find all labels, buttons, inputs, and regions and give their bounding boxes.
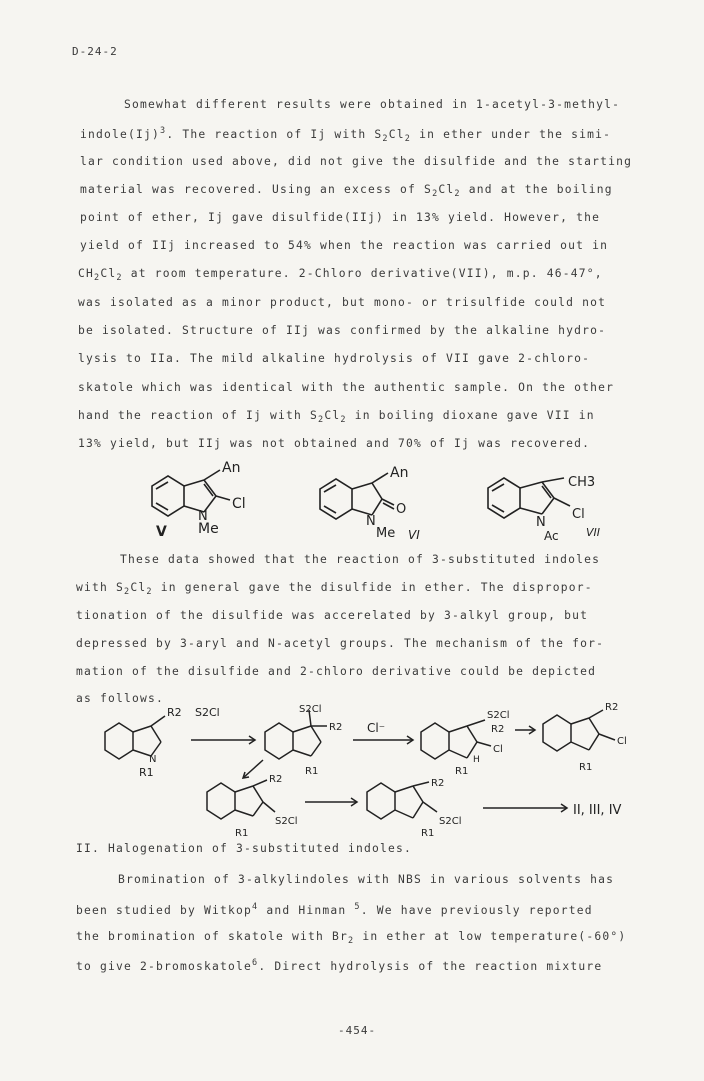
label: R2 bbox=[491, 724, 505, 735]
label: R2 bbox=[269, 774, 283, 785]
text-line: be isolated. Structure of IIj was confirmed by the alkaline hydro- bbox=[78, 324, 607, 337]
text-line: yield of IIj increased to 54% when the reaction was carried out in bbox=[80, 239, 609, 252]
label: Me bbox=[376, 526, 396, 541]
label: R2 bbox=[167, 706, 182, 719]
label: R2 bbox=[431, 778, 445, 789]
label: CH3 bbox=[568, 475, 596, 490]
structure-vi-drawing bbox=[310, 465, 440, 545]
label: Ac bbox=[544, 529, 559, 543]
label: N bbox=[198, 509, 208, 524]
label: N bbox=[536, 515, 546, 530]
text-line: $indole(Ij)^3$. The reaction of Ij with $S_2Cl_2$ in ether under the simi- bbox=[80, 126, 612, 144]
structure-v bbox=[140, 458, 270, 542]
label: R1 bbox=[305, 766, 319, 777]
label: S2Cl bbox=[299, 704, 322, 715]
mechanism-scheme bbox=[95, 702, 675, 846]
label: Cl bbox=[493, 744, 503, 755]
text-line: hand the reaction of Ij with $S_2Cl_2$ in boiling dioxane gave VII in bbox=[78, 409, 595, 425]
text-line: point of ether, Ij gave disulfide(IIj) in 13% yield. However, the bbox=[80, 211, 601, 224]
page-id: D-24-2 bbox=[72, 45, 118, 58]
structure-v-drawing bbox=[140, 458, 270, 538]
label: R2 bbox=[329, 722, 343, 733]
label: Cl bbox=[572, 507, 585, 522]
label: R1 bbox=[235, 828, 249, 839]
mechanism-scheme-drawing bbox=[95, 702, 675, 842]
text-line: with $S_2Cl_2$ in general gave the disulfide in ether. The dispropor- bbox=[76, 581, 593, 597]
text-line: Somewhat different results were obtained in 1-acetyl-3-methyl- bbox=[124, 98, 621, 111]
reagent-label: S2Cl bbox=[195, 706, 220, 719]
label: An bbox=[390, 465, 409, 481]
compound-label: VI bbox=[408, 528, 420, 542]
section-heading: II. Halogenation of 3-substituted indoles. bbox=[76, 842, 413, 855]
label: N bbox=[366, 514, 376, 529]
label: R1 bbox=[421, 828, 435, 839]
structure-vii bbox=[480, 462, 620, 546]
page-number: -454- bbox=[338, 1024, 377, 1037]
label: Me bbox=[198, 521, 219, 537]
label: S2Cl bbox=[487, 710, 510, 721]
text-line: skatole which was identical with the authentic sample. On the other bbox=[78, 381, 615, 394]
text-line: as follows. bbox=[76, 692, 165, 705]
text-line: depressed by 3-aryl and N-acetyl groups. The mechanism of the for- bbox=[76, 637, 605, 650]
label: Cl bbox=[232, 496, 246, 512]
text-line: been studied by Witkop$^4$ and Hinman $^5$. We have previously reported bbox=[76, 902, 593, 917]
text-line: $CH_2Cl_2$ at room temperature. 2-Chloro derivative(VII), m.p. 46-47°, bbox=[78, 267, 603, 283]
text-line: was isolated as a minor product, but mono- or trisulfide could not bbox=[78, 296, 607, 309]
text-line: Bromination of 3-alkylindoles with NBS in various solvents has bbox=[118, 873, 615, 886]
text-line: material was recovered. Using an excess of $S_2Cl_2$ and at the boiling bbox=[80, 183, 613, 199]
label: An bbox=[222, 460, 241, 476]
text-line: lysis to IIa. The mild alkaline hydrolysis of VII gave 2-chloro- bbox=[78, 352, 591, 365]
text-line: These data showed that the reaction of 3-substituted indoles bbox=[120, 553, 601, 566]
text-line: to give 2-bromoskatole$^6$. Direct hydrolysis of the reaction mixture bbox=[76, 958, 603, 973]
text-line: tionation of the disulfide was accerelated by 3-alkyl group, but bbox=[76, 609, 589, 622]
structure-vii-drawing bbox=[480, 462, 620, 542]
label: H bbox=[473, 755, 480, 765]
text-line: mation of the disulfide and 2-chloro derivative could be depicted bbox=[76, 665, 597, 678]
label: S2Cl bbox=[275, 816, 298, 827]
text-line: 13% yield, but IIj was not obtained and 70% of Ij was recovered. bbox=[78, 437, 591, 450]
reagent-label: Cl⁻ bbox=[367, 721, 386, 735]
structure-vi bbox=[310, 465, 440, 549]
label: N bbox=[149, 754, 157, 765]
label: O bbox=[396, 502, 407, 517]
label: R1 bbox=[579, 762, 593, 773]
label: R2 bbox=[605, 702, 619, 713]
label: R1 bbox=[139, 766, 154, 779]
label: Cl bbox=[617, 736, 627, 747]
compound-label: VII bbox=[586, 526, 601, 539]
label: R1 bbox=[455, 766, 469, 777]
products-label: II, III, IV bbox=[573, 803, 622, 818]
text-line: the bromination of skatole with $Br_2$ in ether at low temperature(-60°) bbox=[76, 930, 627, 946]
label: S2Cl bbox=[439, 816, 462, 827]
compound-label: V bbox=[156, 524, 167, 540]
text-line: lar condition used above, did not give the disulfide and the starting bbox=[80, 155, 633, 168]
